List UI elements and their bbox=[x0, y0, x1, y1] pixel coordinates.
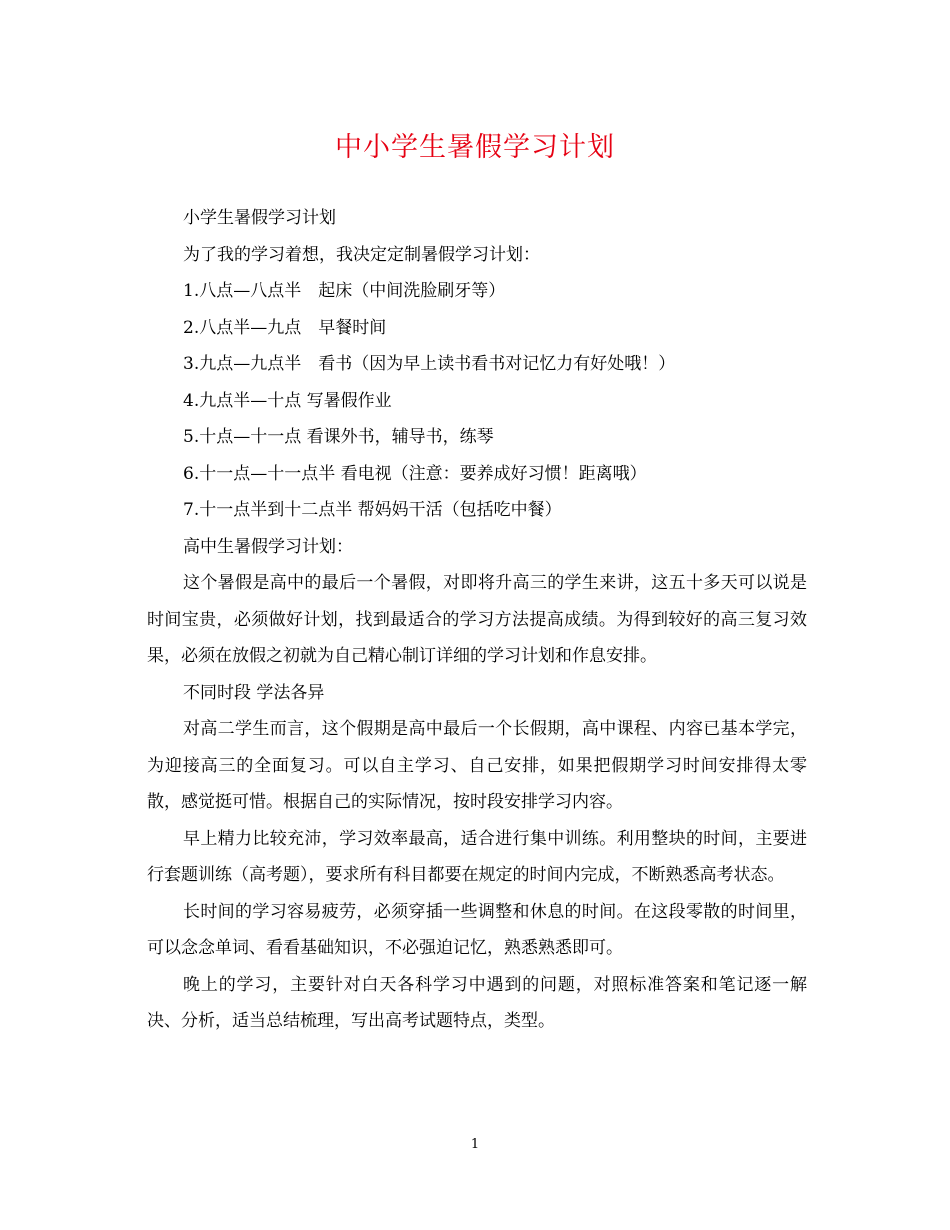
paragraph: 早上精力比较充沛，学习效率最高，适合进行集中训练。利用整块的时间，主要进行套题训练（高考题），要求所有科目都要在规定的时间内完成，不断熟悉高考状态。 bbox=[147, 828, 807, 885]
paragraph: 为了我的学习着想，我决定定制暑假学习计划： bbox=[183, 244, 540, 265]
paragraph: 6.十一点—十一点半 看电视（注意：要养成好习惯！距离哦） bbox=[183, 463, 647, 484]
paragraph: 晚上的学习，主要针对白天各科学习中遇到的问题，对照标准答案和笔记逐一解决、分析，适当总结梳理，写出高考试题特点，类型。 bbox=[147, 974, 807, 1031]
paragraph: 长时间的学习容易疲劳，必须穿插一些调整和休息的时间。在这段零散的时间里，可以念念单词、看看基础知识，不必强迫记忆，熟悉熟悉即可。 bbox=[147, 901, 807, 958]
paragraph: 高中生暑假学习计划： bbox=[183, 536, 353, 557]
paragraph: 2.八点半—九点 早餐时间 bbox=[183, 317, 387, 338]
page-number: 1 bbox=[470, 1137, 480, 1152]
document-body bbox=[147, 200, 807, 1040]
paragraph: 3.九点—九点半 看书（因为早上读书看书对记忆力有好处哦！） bbox=[183, 354, 676, 374]
paragraph: 5.十点—十一点 看课外书，辅导书，练琴 bbox=[183, 427, 494, 447]
paragraph: 4.九点半—十点 写暑假作业 bbox=[183, 390, 392, 411]
paragraph: 对高二学生而言，这个假期是高中最后一个长假期，高中课程、内容已基本学完，为迎接高三的全面复习。可以自主学习、自己安排，如果把假期学习时间安排得太零散，感觉挺可惜。根据自己的实际情况，按时段安排学习内容。 bbox=[147, 719, 807, 812]
paragraph: 1.八点—八点半 起床（中间洗脸刷牙等） bbox=[183, 281, 506, 301]
paragraph: 不同时段 学法各异 bbox=[183, 682, 325, 703]
paragraph: 小学生暑假学习计划 bbox=[183, 208, 336, 228]
document-title: 中小学生暑假学习计划 bbox=[335, 132, 615, 163]
paragraph: 这个暑假是高中的最后一个暑假，对即将升高三的学生来讲，这五十多天可以说是时间宝贵，必须做好计划，找到最适合的学习方法提高成绩。为得到较好的高三复习效果，必须在放假之初就为自己精心制订详细的学习计划和作息安排。 bbox=[147, 573, 807, 666]
paragraph: 7.十一点半到十二点半 帮妈妈干活（包括吃中餐） bbox=[183, 500, 562, 520]
